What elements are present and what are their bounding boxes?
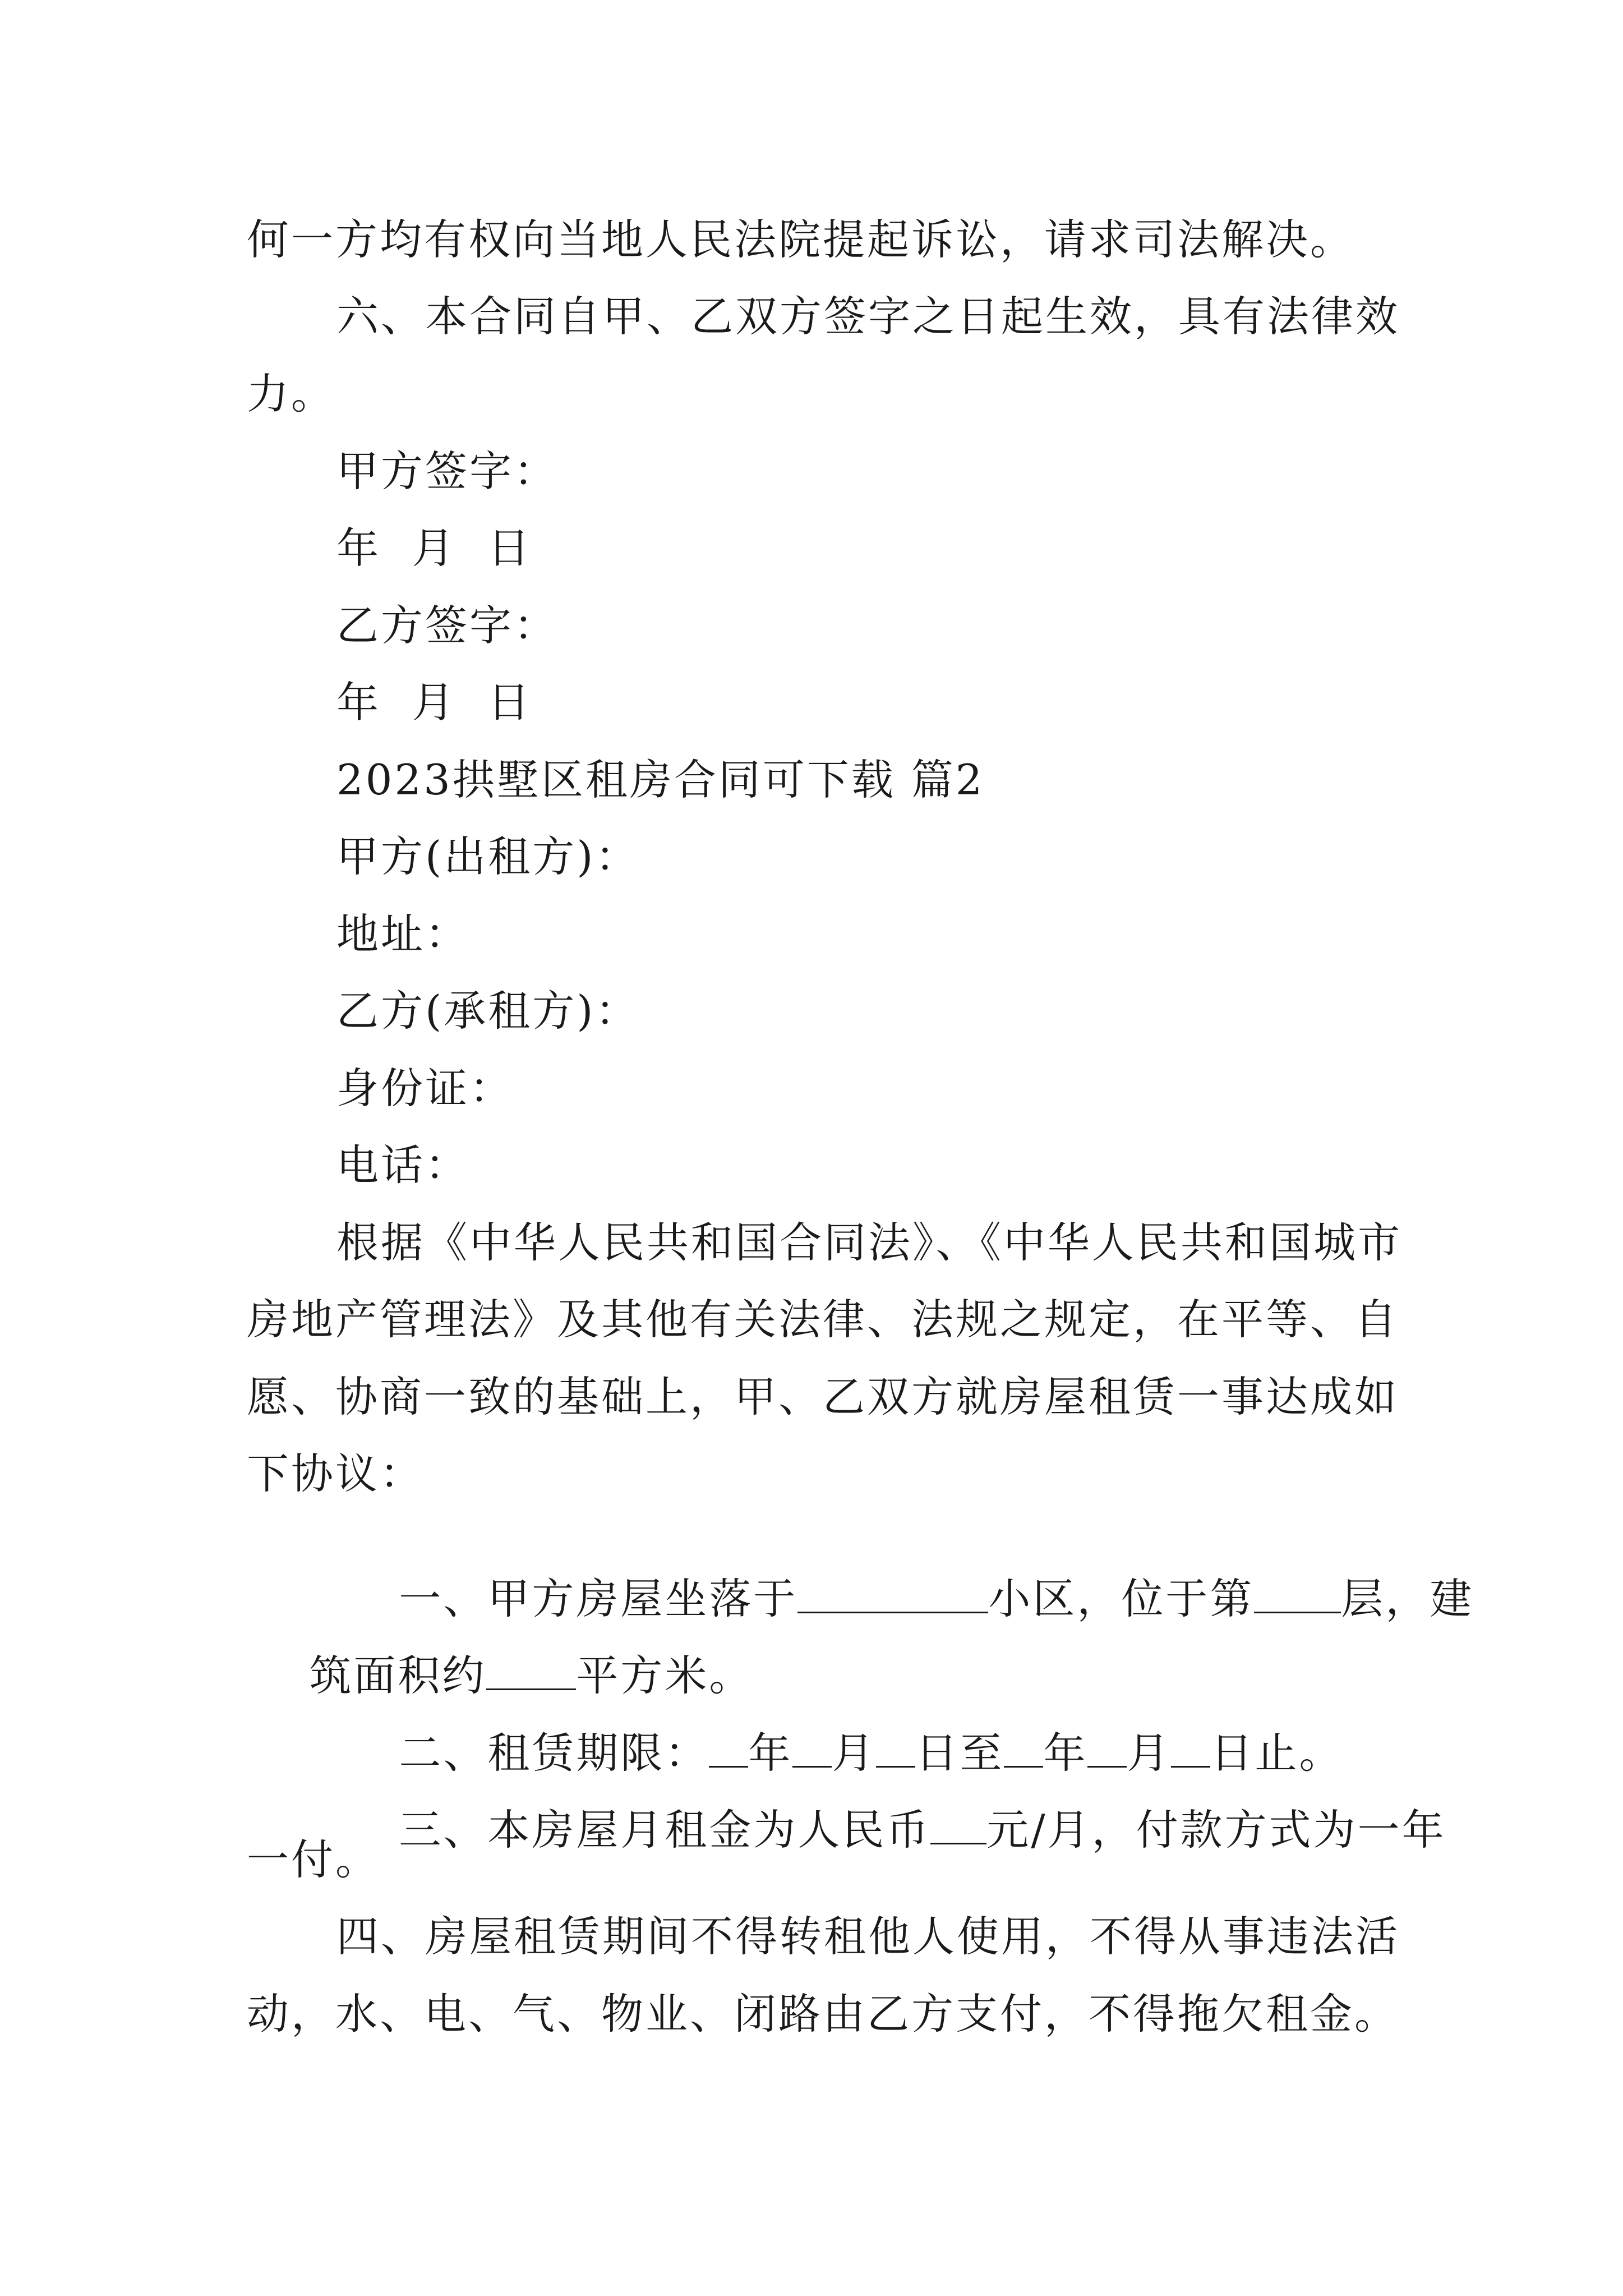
floor-blank bbox=[1254, 1572, 1341, 1613]
party-b-signature: 乙方签字： bbox=[336, 601, 559, 650]
text-line: 下协议： bbox=[247, 1449, 425, 1498]
text-line: 一付。 bbox=[247, 1835, 380, 1884]
id-card-field: 身份证： bbox=[336, 1064, 514, 1113]
text-line: 动，水、电、气、物业、闭路由乙方支付，不得拖欠租金。 bbox=[247, 1989, 1399, 2039]
clause-3-text: 三、本房屋月租金为人民币 bbox=[399, 1805, 931, 1855]
clause-3-text: 元/月，付款方式为一年 bbox=[986, 1805, 1446, 1855]
clause-2-text: 月 bbox=[1127, 1728, 1172, 1778]
text-line: 力。 bbox=[247, 369, 336, 418]
clause-2-text: 年 bbox=[748, 1728, 793, 1778]
clause-1-text: 小区，位于第 bbox=[988, 1574, 1255, 1623]
party-a-signature: 甲方签字： bbox=[336, 447, 559, 496]
lessor-field: 甲方(出租方)： bbox=[336, 832, 640, 881]
text-line: 根据《中华人民共和国合同法》、《中华人民共和国城市 bbox=[336, 1218, 1403, 1267]
clause-1-text: 平方米。 bbox=[576, 1651, 754, 1700]
clause-1-text: 一、甲方房屋坐落于 bbox=[399, 1574, 798, 1623]
clause-1-text: 筑面积约 bbox=[309, 1651, 487, 1700]
text-line: 愿、协商一致的基础上，甲、乙双方就房屋租赁一事达成如 bbox=[247, 1372, 1399, 1421]
party-a-date: 年 月 日 bbox=[336, 523, 532, 573]
text-line: 六、本合同自甲、乙双方签字之日起生效，具有法律效 bbox=[336, 292, 1400, 341]
community-blank bbox=[797, 1572, 988, 1613]
rent-blank bbox=[930, 1803, 986, 1844]
phone-field: 电话： bbox=[336, 1140, 470, 1190]
clause-2-label: 二、租赁期限： bbox=[399, 1728, 709, 1778]
text-line: 房地产管理法》及其他有关法律、法规之规定，在平等、自 bbox=[247, 1295, 1399, 1344]
address-field: 地址： bbox=[336, 909, 470, 959]
text-line: 四、房屋租赁期间不得转租他人使用，不得从事违法活 bbox=[336, 1912, 1400, 1961]
section-title: 2023拱墅区租房合同可下载 篇2 bbox=[336, 755, 985, 804]
party-b-date: 年 月 日 bbox=[336, 678, 532, 727]
lessee-field: 乙方(承租方)： bbox=[336, 986, 640, 1036]
clause-1-text: 层，建 bbox=[1341, 1574, 1474, 1623]
clause-2-text: 月 bbox=[832, 1728, 877, 1778]
clause-2-text: 年 bbox=[1043, 1728, 1088, 1778]
clause-3-line bbox=[336, 1761, 1446, 1893]
clause-2-text: 日至 bbox=[915, 1728, 1004, 1778]
clause-2-text: 日止。 bbox=[1210, 1728, 1344, 1778]
text-line: 何一方均有权向当地人民法院提起诉讼，请求司法解决。 bbox=[247, 215, 1355, 264]
